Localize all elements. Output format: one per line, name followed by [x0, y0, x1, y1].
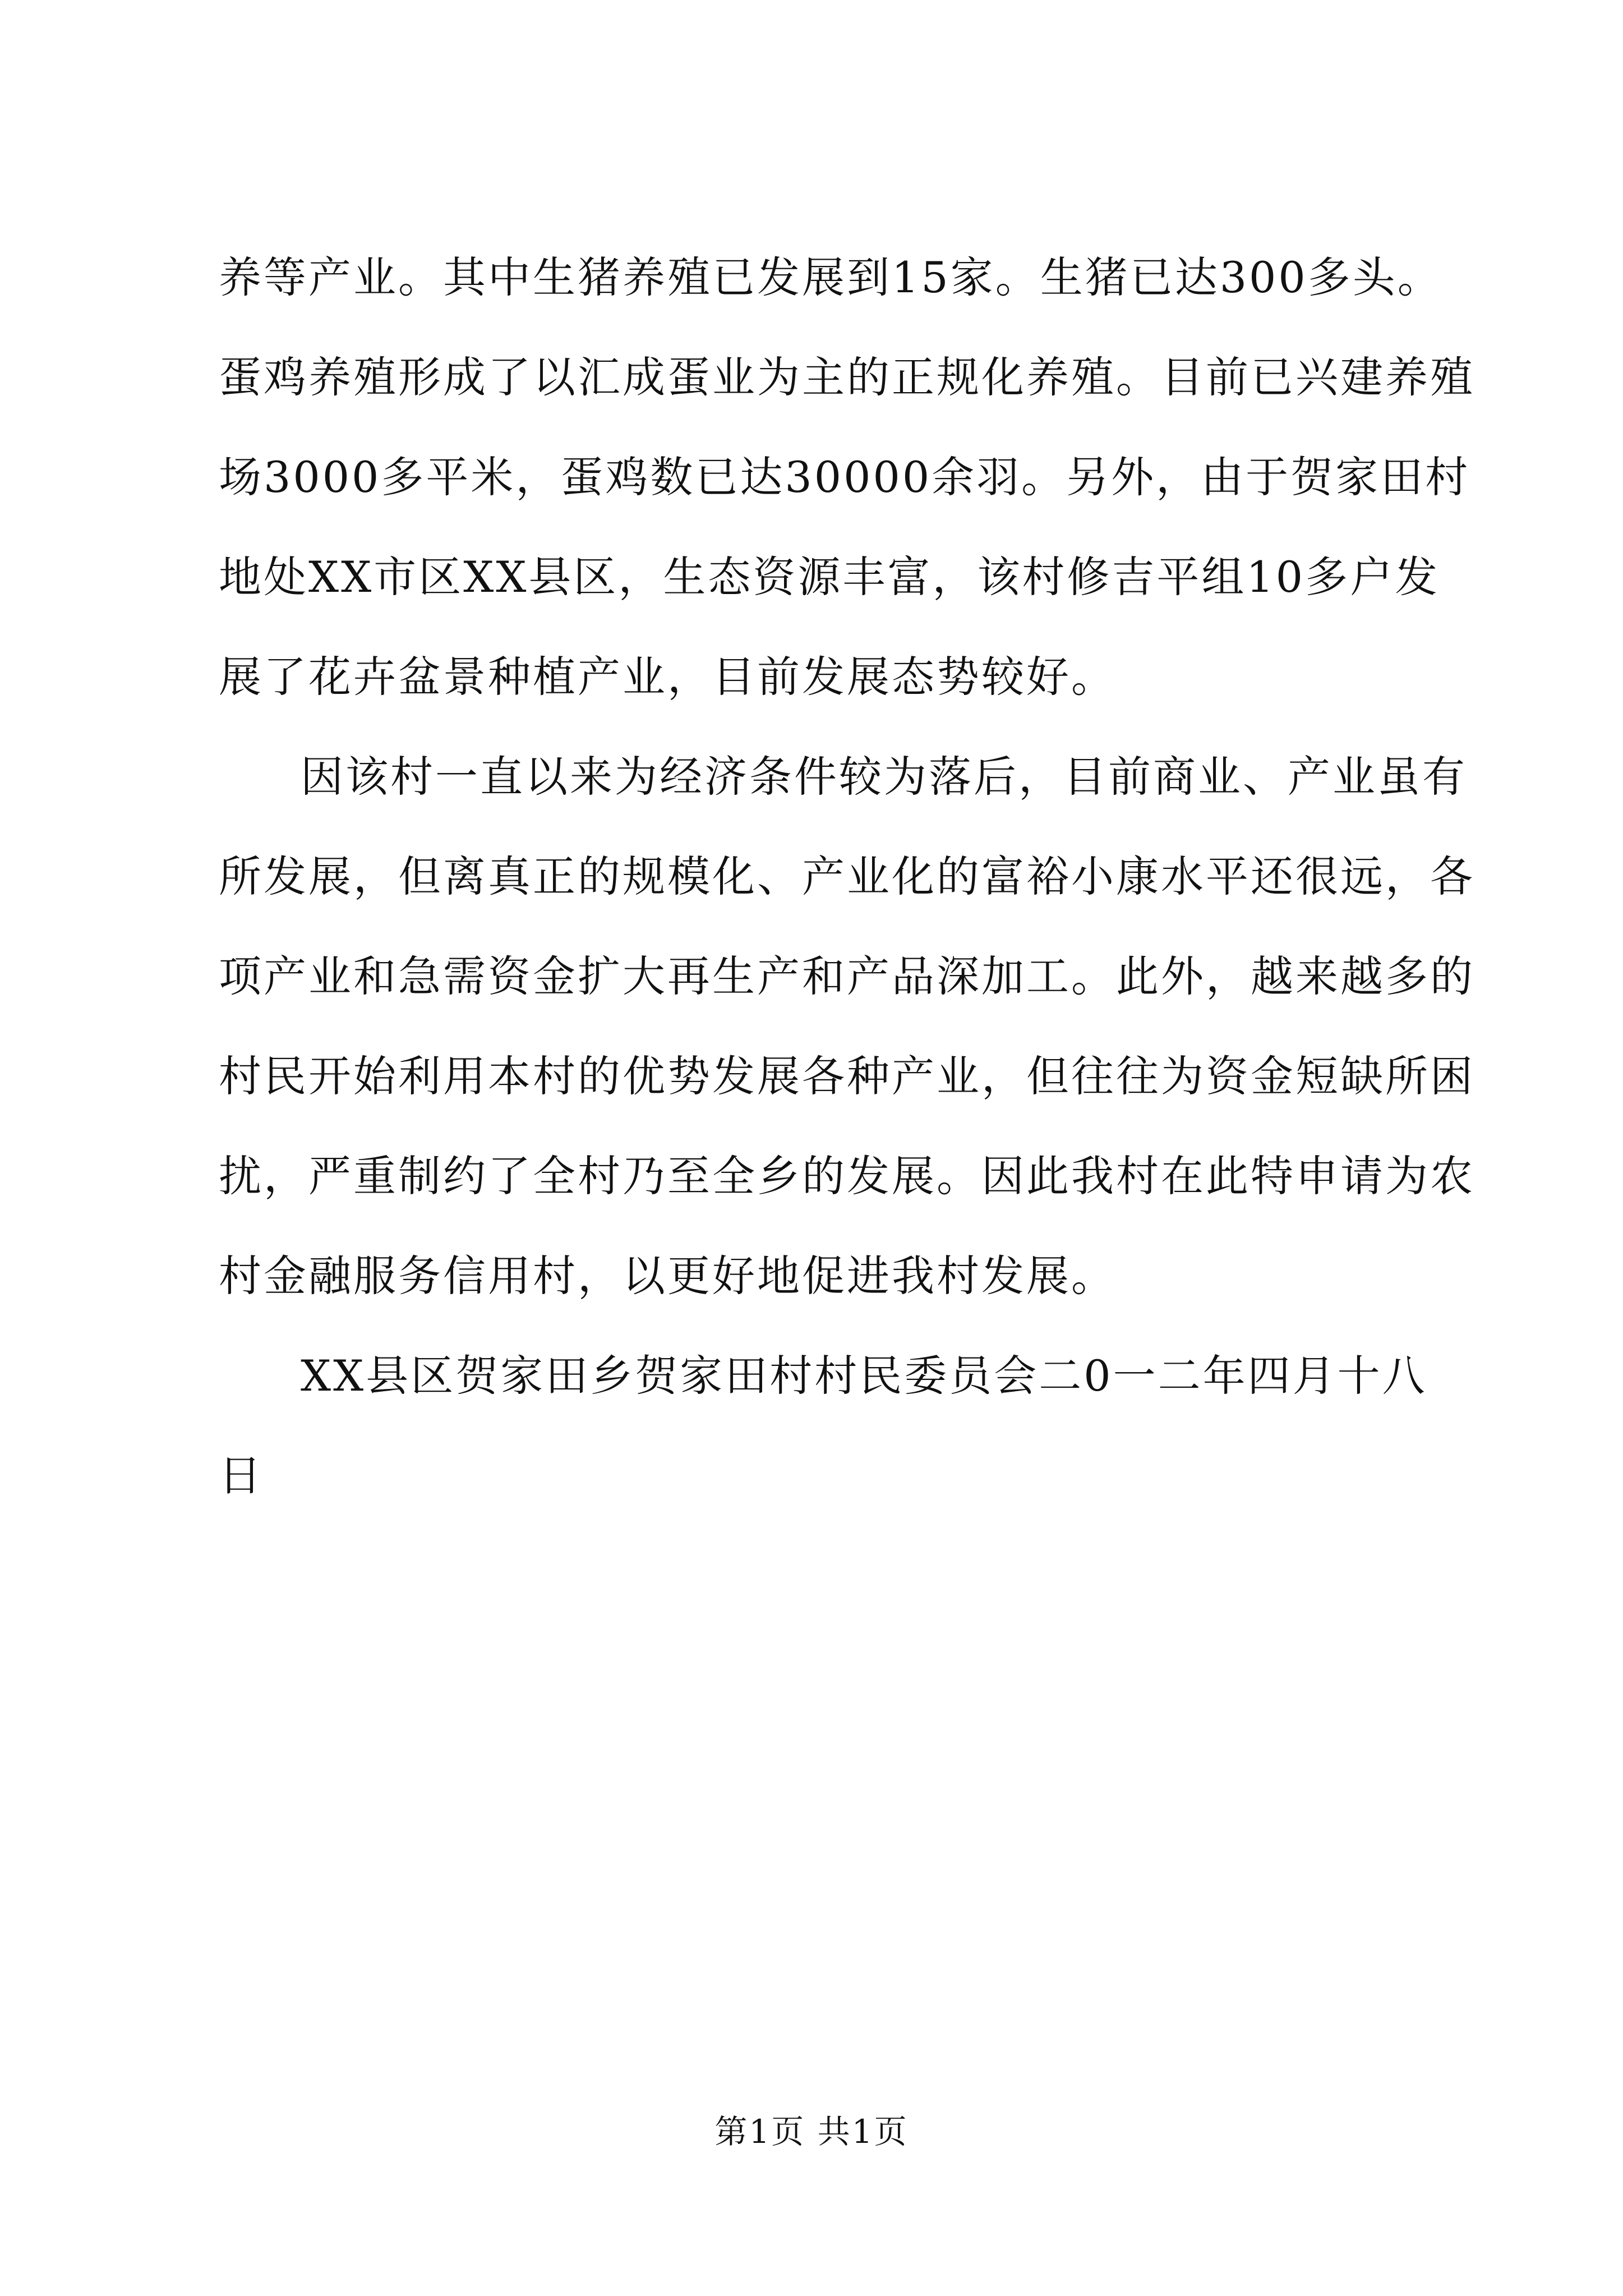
paragraph-line: 地处XX市区XX县区，生态资源丰富，该村修吉平组10多户发	[219, 552, 1440, 602]
document-body	[219, 252, 1475, 1550]
signature-line: XX县区贺家田乡贺家田村村民委员会二0一二年四月十八	[301, 1351, 1427, 1401]
paragraph-line: 展了花卉盆景种植产业，目前发展态势较好。	[219, 652, 1116, 702]
page-number: 第1页 共1页	[714, 2113, 909, 2151]
paragraph-line: 扰，严重制约了全村乃至全乡的发展。因此我村在此特申请为农	[219, 1151, 1475, 1201]
paragraph-line: 村金融服务信用村，以更好地促进我村发展。	[219, 1251, 1116, 1301]
paragraph-line: 村民开始利用本村的优势发展各种产业，但往往为资金短缺所困	[219, 1051, 1475, 1101]
signature-line: 日	[219, 1451, 264, 1501]
paragraph-line: 所发展，但离真正的规模化、产业化的富裕小康水平还很远，各	[219, 852, 1475, 901]
paragraph-line: 蛋鸡养殖形成了以汇成蛋业为主的正规化养殖。目前已兴建养殖	[219, 352, 1475, 402]
paragraph-line: 养等产业。其中生猪养殖已发展到15家。生猪已达300多头。	[219, 252, 1442, 302]
paragraph-line: 场3000多平米，蛋鸡数已达30000余羽。另外，由于贺家田村	[219, 452, 1470, 502]
paragraph-line: 项产业和急需资金扩大再生产和产品深加工。此外，越来越多的	[219, 951, 1475, 1001]
paragraph-line: 因该村一直以来为经济条件较为落后，目前商业、产业虽有	[301, 752, 1467, 802]
